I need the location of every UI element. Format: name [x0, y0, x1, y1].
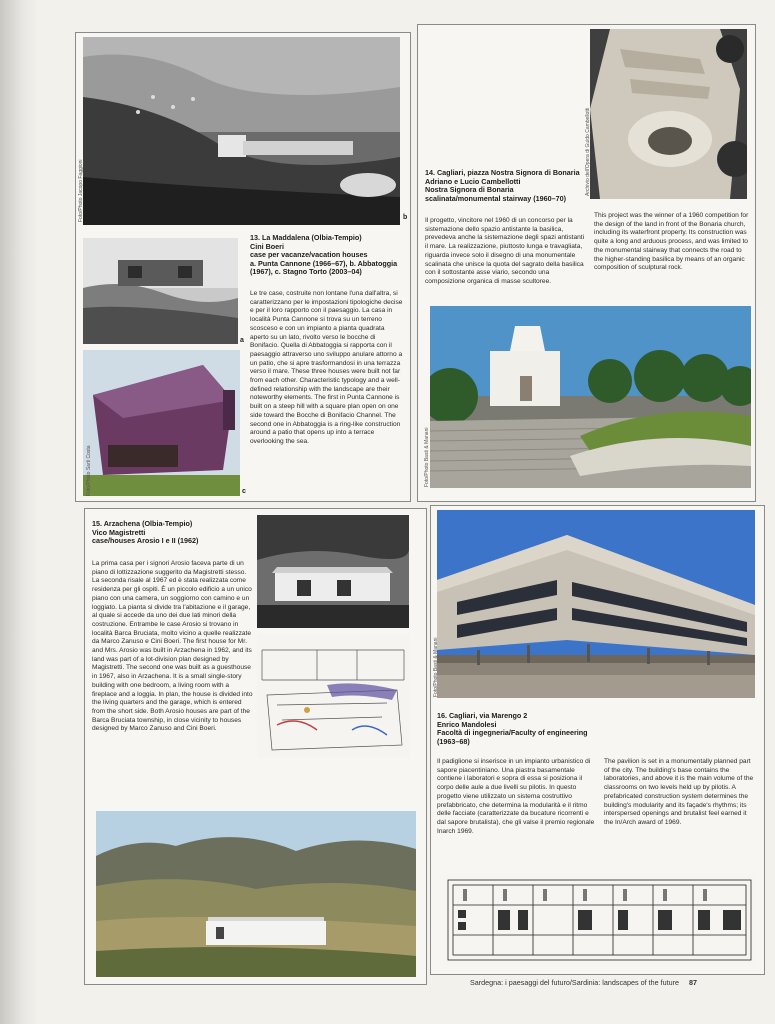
photo-arosio-landscape: [96, 811, 416, 977]
photo-credit-13-c: Foto/Photo Sarti Costa: [86, 445, 92, 496]
photo-credit-13-top: Foto/Photo Jacopo Faggioni: [78, 159, 84, 222]
text-13-body: Le tre case, costruite non lontane l'una dall'altra, si caratterizzano per le impostazioni tipologiche decise e per il loro rapporto con il paesaggio. La casa in località Punta Cannone si trova su un terreno scosceso e con un impianto a pianta quadrata aperto su un lato, rivolto verso le bocche di Bonifacio. Quella di Abbatoggia si rapporta con il paesaggio attraverso uno sviluppo anulare attorno a un patio, che si apre trasformandosi in una terrazza verso il mare. These three houses were built not far from each other. Characteristic typology and a well-defined relationship with the landscape are their noteworthy elements. The first in Punta Cannone is built on a steep hill with a square plan open on one side toward the Bocche di Bonifacio Channel. The second one in Abbatoggia is a ring-like construction around a patio that opens up into a terrace overlooking the sea.: [250, 290, 403, 445]
photo-credit-16: Foto/Photo Basti & Manani: [433, 637, 439, 697]
caption-16-author: Enrico Mandolesi: [437, 719, 497, 729]
caption-14: [425, 169, 590, 203]
caption-15-author: Vico Magistretti: [92, 527, 146, 537]
photo-stairway-model: [590, 29, 747, 199]
drawing-arosio-sketch: [257, 635, 409, 757]
photo-credit-14-top: Archivio dell'Opera di Guido Cambellotti: [585, 107, 591, 196]
text-15: [92, 560, 254, 734]
caption-13-author: Cini Boeri: [250, 241, 284, 251]
text-15-body: La prima casa per i signori Arosio faceva parte di un piano di lottizzazione suggerito da Magistretti stesso. La seconda risale al 1967 ed è stata realizzata come residenza per gli ospiti. È un piccolo edificio a un unico piano con una camera, un soggiorno con camino e un loggiato. La pianta si divide tra l'abitazione e il garage, al quale si accede da uno dei due lati minori della costruzione. Entrambe le case Arosio si trovano in località Barca Bruciata, molto vicino a quelle realizzate da Marco Zanuso e Cini Boeri. The first house for Mr. and Mrs. Arosio was built in Arzachena in 1962, and its land was part of a lot-division plan designed by Magistretti. The second one was built as a guesthouse in 1967, also in Arzachena. It is a small single-story building with one bedroom, a living room with a fireplace and a loggia. In plan, the house is divided into the living quarters and the garage, which is entered from the short side. Both Arosio houses are part of the Barca Bruciata township, in close vicinity to houses designed by Marco Zanuso and Cini Boeri.: [92, 560, 253, 733]
text-16-it-body: Il padiglione si inserisce in un impianto urbanistico di sapore piacentiniano. Una piastra basamentale contiene i laboratori e sopra di essa si posiziona il corpo delle aule a due livelli su pilotis. In questo progetto viene utilizzato un sistema costruttivo prefabbricato, che determina la modularità e il ritmo delle facciate (caratterizzate da bucature ricorrenti e dal sapore brutalista), che gli valse il premio regionale Inarch 1969.: [437, 758, 595, 835]
photo-letter-c: c: [242, 488, 246, 495]
caption-14-name: Nostra Signora di Bonaria: [425, 185, 514, 195]
page-gutter-shadow: [0, 0, 38, 1024]
photo-stagno-torto: [83, 350, 240, 496]
photo-punta-cannone: [83, 238, 238, 344]
caption-13-items: a. Punta Cannone (1966–67), b. Abbatoggia (1967), c. Stagno Torto (2003–04): [250, 258, 398, 277]
caption-13-title: 13. La Maddalena (Olbia-Tempio): [250, 233, 362, 242]
caption-15-type: case/houses Arosio I e II (1962): [92, 536, 199, 546]
caption-14-author: Adriano e Lucio Cambellotti: [425, 176, 521, 186]
caption-14-type: scalinata/monumental stairway (1960–70): [425, 193, 567, 203]
page-footer: [470, 978, 697, 987]
text-14-it-body: Il progetto, vincitore nel 1960 di un concorso per la sistemazione dello spazio antistante la basilica, prevedeva anche la sistemazione degli spazi antistanti il mare. La realizzazione, piuttosto lunga e travagliata, riguarda invece solo il disegno di una monumentale scalinata che unisce la quota del sagrato della basilica con il sottostante asse viario, secondo una composizione organica di masse scultoree.: [425, 217, 585, 285]
photo-letter-a: a: [240, 337, 244, 344]
caption-13-type: case per vacanze/vacation houses: [250, 250, 368, 260]
text-14-en-body: This project was the winner of a 1960 competition for the design of the land in front of the Bonaria church, including its waterfront property. Its construction was quite a long and arduous process, and was limited to the monumental stairway that connects the road to the higher-standing basilica by means of an organic composition of sculptural rock.: [594, 212, 749, 272]
page-number: 87: [688, 978, 697, 987]
caption-16-title: 16. Cagliari, via Marengo 2: [437, 711, 528, 720]
photo-abbatoggia-aerial: [83, 37, 400, 225]
photo-engineering-faculty: [437, 510, 755, 698]
text-16-it: [437, 758, 595, 836]
photo-arosio-house: [257, 515, 409, 628]
text-16-en-body: The pavilion is set in a monumentally planned part of the city. The building's base contains the laboratories, and above it is the main volume of the classrooms on two levels held up by pilotis. A prefabricated construction system determines the building's modularity and its façade's rhythms; its interspersed openings and brutalist feel earned it the In/Arch award of 1969.: [604, 758, 754, 826]
photo-letter-b: b: [403, 214, 408, 221]
caption-14-title: 14. Cagliari, piazza Nostra Signora di Bonaria: [425, 168, 580, 177]
text-13: [250, 290, 405, 447]
caption-13: [250, 234, 402, 277]
caption-15: [92, 520, 252, 546]
text-14-en: [594, 212, 749, 273]
drawing-floor-plan: [443, 875, 756, 965]
text-14-it: [425, 217, 585, 287]
footer-running-title: Sardegna: i paesaggi del futuro/Sardinia: landscapes of the future: [470, 978, 679, 987]
caption-15-title: 15. Arzachena (Olbia-Tempio): [92, 519, 193, 528]
caption-16: [437, 712, 607, 746]
text-16-en: [604, 758, 756, 828]
photo-bonaria-stairway: [430, 306, 751, 488]
photo-credit-14-bottom: Foto/Photo Basti & Manani: [424, 427, 430, 487]
caption-16-type: Facoltà di ingegneria/Faculty of engineering (1963–68): [437, 728, 588, 746]
